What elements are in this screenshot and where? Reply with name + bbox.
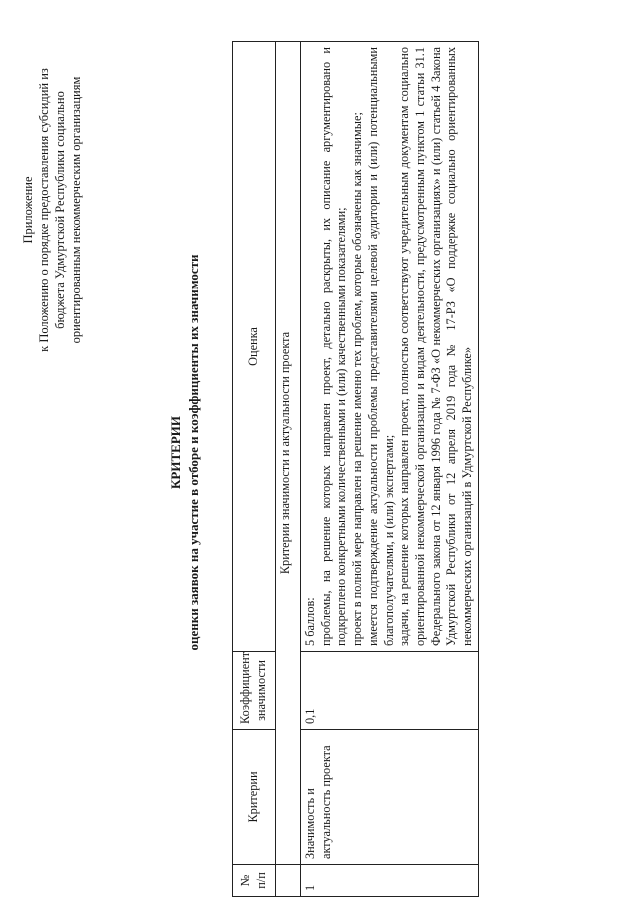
row-coefficient: 0,1 xyxy=(301,652,479,730)
assessment-line: 5 баллов: xyxy=(303,597,317,646)
assessment-line: проект в полной мере направлен на решение именно тех проблем, которые обозначены как значимые; xyxy=(350,112,365,646)
header-criteria: Критерии xyxy=(233,730,276,865)
section-row xyxy=(276,42,301,897)
table-header-row xyxy=(233,42,276,897)
header-coefficient: Коэффициент значимости xyxy=(233,652,276,730)
row-criterion: Значимость и актуальность проекта xyxy=(301,730,479,865)
document-title xyxy=(167,0,203,905)
appendix-header xyxy=(20,20,84,400)
assessment-line: проблемы, на решение которых направлен проект, детально раскрыты, их описание аргументировано и подкреплено конкретными количественными и (или) качественными показателями; xyxy=(318,47,349,646)
assessment-line: имеется подтверждение актуальности проблемы представителями целевой аудитории и (или) потенциальными благополучателями, и (или) экспертами; xyxy=(365,47,396,646)
criteria-table xyxy=(232,41,479,897)
appendix-line-3: бюджета Удмуртской Республики социально xyxy=(53,91,67,329)
title-main: КРИТЕРИИ xyxy=(168,416,183,489)
appendix-line-2: к Положению о порядке предоставления субсидий из xyxy=(37,68,51,352)
row-number: 1 xyxy=(301,865,479,897)
header-number: № п/п xyxy=(233,865,276,897)
row-assessment xyxy=(301,42,479,652)
section-title: Критерии значимости и актуальности проекта xyxy=(276,42,301,865)
title-sub: оценки заявок на участие в отборе и коэффициенты их значимости xyxy=(186,254,201,651)
table-row xyxy=(301,42,479,897)
assessment-line: задачи, на решение которых направлен проект, полностью соответствуют учредительным документам социально ориентированной некоммерческой организации и видам деятельности, предусмотренным пунктом 1 статьи 31.1 Федерального закона от 12 января 1996 года № 7-ФЗ «О некоммерческих организациях» и (или) статьей 4 Закона Удмуртской Республики от 12 апреля 2019 года № 17-РЗ «О поддержке социально ориентированных некоммерческих организаций в Удмуртской Республике» xyxy=(397,47,475,646)
header-assessment: Оценка xyxy=(233,42,276,652)
appendix-line-4: ориентированным некоммерческим организациям xyxy=(69,76,83,344)
appendix-line-1: Приложение xyxy=(21,176,35,244)
